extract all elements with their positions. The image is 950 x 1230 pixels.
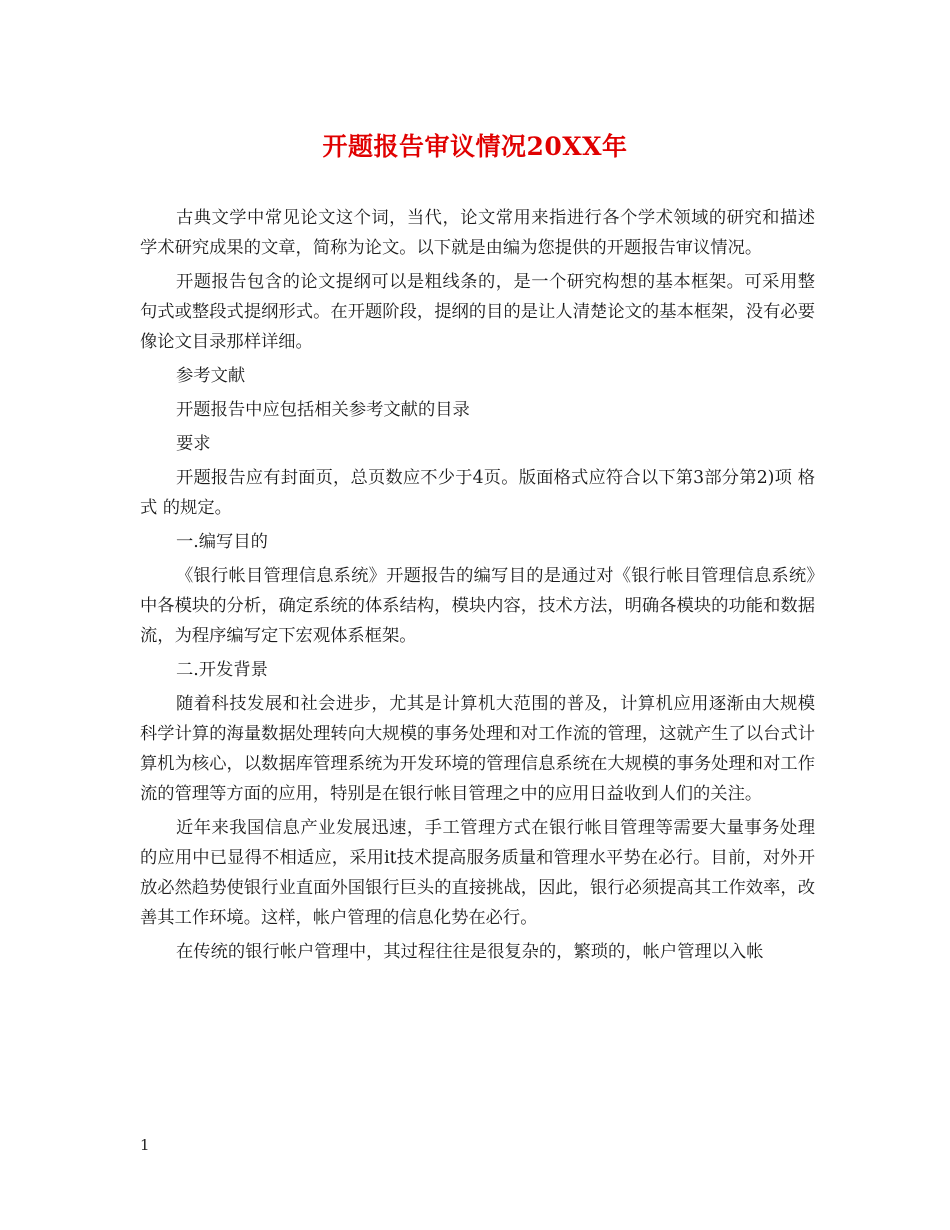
- section-heading: 参考文献: [176, 366, 246, 386]
- paragraph: 随着科技发展和社会进步，尤其是计算机大范围的普及，计算机应用逐渐由大规模科学计算的海量数据处理转向大规模的事务处理和对工作流的管理，这就产生了以台式计算机为核心，以数据库管理系统为开发环境的管理信息系统在大规模的事务处理和对工作流的管理等方面的应用，特别是在银行帐目管理之中的应用日益收到人们的关注。: [140, 694, 815, 804]
- document-body: [140, 203, 815, 971]
- page-number: 1: [140, 1136, 150, 1154]
- paragraph: 开题报告应有封面页，总页数应不少于4页。版面格式应符合以下第3部分第2)项 格式 的规定。: [140, 468, 815, 518]
- paragraph: 开题报告包含的论文提纲可以是粗线条的，是一个研究构想的基本框架。可采用整句式或整段式提纲形式。在开题阶段，提纲的目的是让人清楚论文的基本框架，没有必要像论文目录那样详细。: [140, 272, 815, 352]
- section-heading: 要求: [176, 434, 211, 454]
- section-heading: 二.开发背景: [176, 660, 268, 680]
- paragraph: 开题报告中应包括相关参考文献的目录: [176, 400, 470, 420]
- paragraph: 在传统的银行帐户管理中，其过程往往是很复杂的，繁琐的，帐户管理以入帐: [176, 942, 764, 962]
- document-title: 开题报告审议情况20XX年: [322, 132, 628, 161]
- section-heading: 一.编写目的: [176, 532, 268, 552]
- paragraph: 古典文学中常见论文这个词，当代，论文常用来指进行各个学术领域的研究和描述学术研究成果的文章，简称为论文。以下就是由编为您提供的开题报告审议情况。: [140, 208, 815, 258]
- paragraph: 《银行帐目管理信息系统》开题报告的编写目的是通过对《银行帐目管理信息系统》中各模块的分析，确定系统的体系结构，模块内容，技术方法，明确各模块的功能和数据流，为程序编写定下宏观体系框架。: [140, 566, 815, 646]
- paragraph: 近年来我国信息产业发展迅速，手工管理方式在银行帐目管理等需要大量事务处理的应用中已显得不相适应，采用it技术提高服务质量和管理水平势在必行。目前，对外开放必然趋势使银行业直面外国银行巨头的直接挑战，因此，银行必须提高其工作效率，改善其工作环境。这样，帐户管理的信息化势在必行。: [140, 818, 815, 928]
